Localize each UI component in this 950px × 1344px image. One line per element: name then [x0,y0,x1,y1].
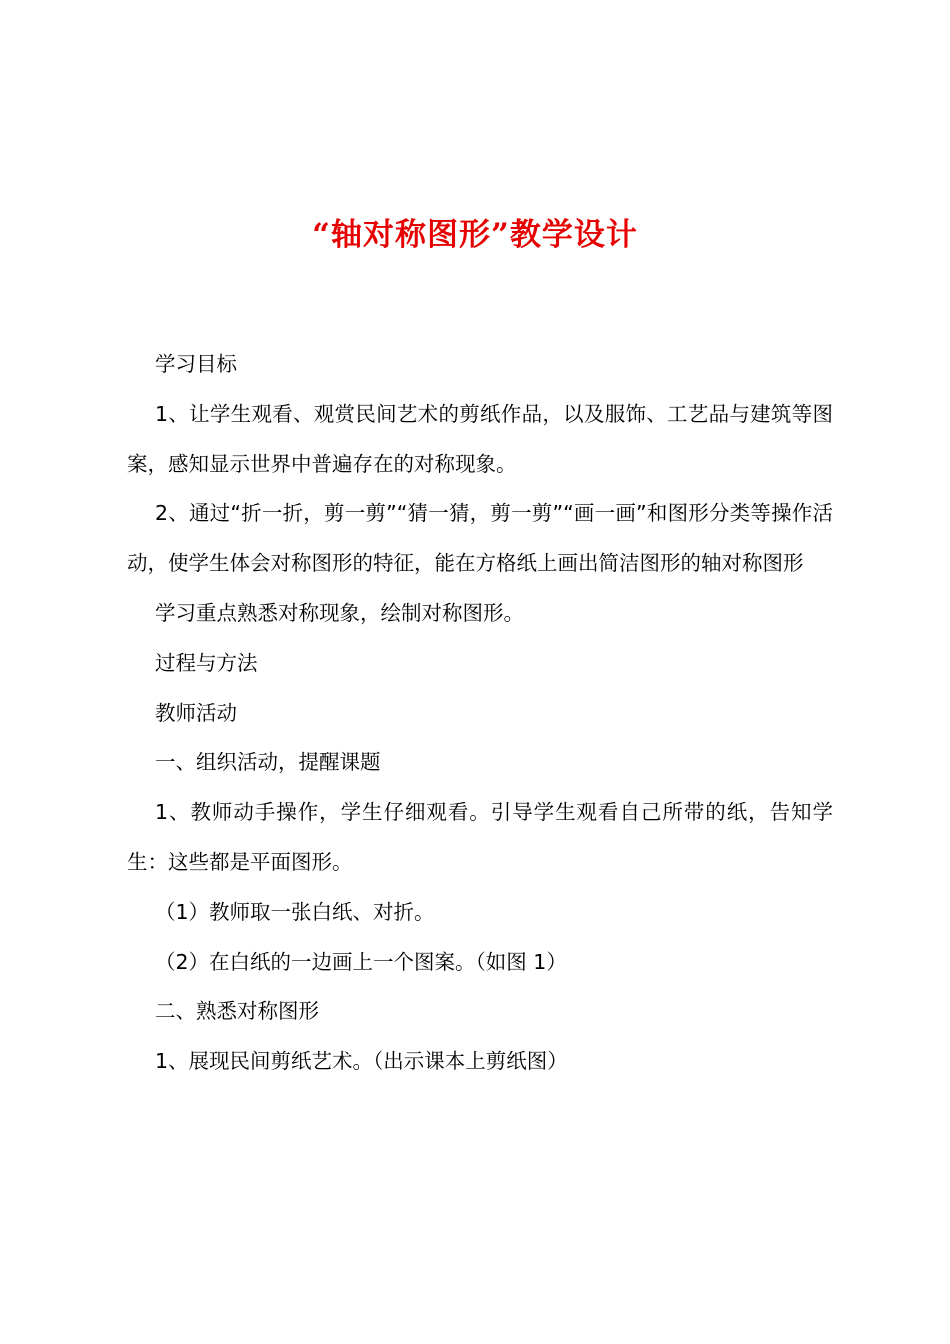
paragraph-goal-2: 2、通过“折一折，剪一剪”“猜一猜，剪一剪”“画一画”和图形分类等操作活动，使学生体会对称图形的特征，能在方格纸上画出简洁图形的轴对称图形 [127,501,833,576]
paragraph-goal-1: 1、让学生观看、观赏民间艺术的剪纸作品，以及服饰、工艺品与建筑等图案，感知显示世界中普遍存在的对称现象。 [127,401,833,476]
paragraph-learning-goals: 学习目标 [155,352,237,376]
document-title: “轴对称图形”教学设计 [312,217,638,253]
paragraph-teacher-activity: 教师活动 [155,700,237,725]
paragraph-section-2: 二、熟悉对称图形 [155,999,319,1024]
paragraph-section-1: 一、组织活动，提醒课题 [155,750,381,775]
paragraph-substep-2: （2）在白纸的一边画上一个图案。（如图 1） [155,949,567,974]
paragraph-process-methods: 过程与方法 [155,650,258,675]
paragraph-section-2-step-1: 1、展现民间剪纸艺术。（出示课本上剪纸图） [155,1049,568,1074]
paragraph-step-1: 1、教师动手操作，学生仔细观看。引导学生观看自己所带的纸，告知学生：这些都是平面图形。 [127,800,833,874]
paragraph-key-points: 学习重点熟悉对称现象，绘制对称图形。 [155,600,524,625]
document-body [127,340,833,1087]
paragraph-substep-1: （1）教师取一张白纸、对折。 [155,899,435,924]
